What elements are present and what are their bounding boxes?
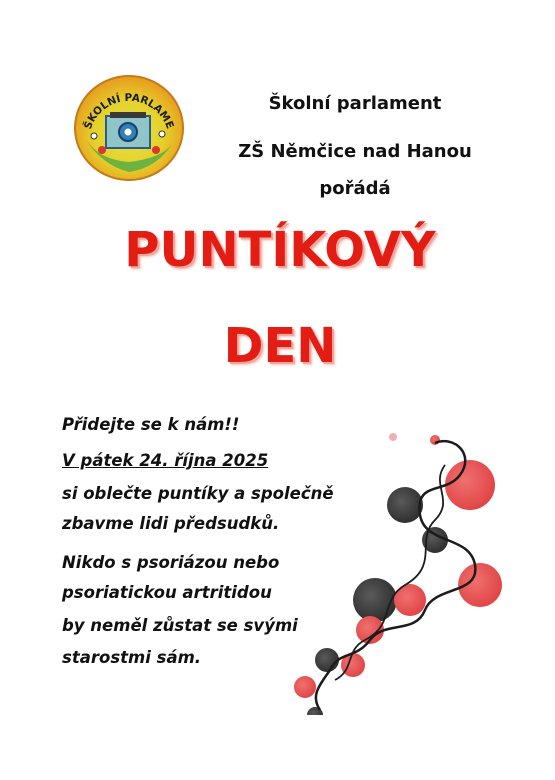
body-line-4: zbavme lidi předsudků.	[62, 514, 280, 533]
body-line-5: Nikdo s psoriázou nebo	[62, 553, 280, 572]
announces-line: pořádá	[319, 178, 391, 199]
body-line-3: si oblečte puntíky a společně	[62, 484, 334, 503]
logo-text: ŠKOLNÍ PARLAME	[81, 91, 176, 131]
invite-line: Přidejte se k nám!!	[62, 415, 240, 434]
organizer-line: Školní parlament	[268, 93, 442, 114]
date-line: V pátek 24. října 2025	[62, 451, 269, 470]
school-name-line: ZŠ Němčice nad Hanou	[238, 141, 472, 162]
school-parliament-logo	[72, 70, 187, 185]
title-line-2: DEN	[223, 318, 337, 374]
polka-dot-swirl-graphic	[285, 425, 515, 715]
title-line-1: PUNTÍKOVÝ	[124, 222, 436, 278]
body-line-6: psoriatickou artritidou	[62, 583, 272, 602]
body-line-7: by neměl zůstat se svými	[62, 616, 298, 635]
body-line-8: starostmi sám.	[62, 648, 202, 667]
